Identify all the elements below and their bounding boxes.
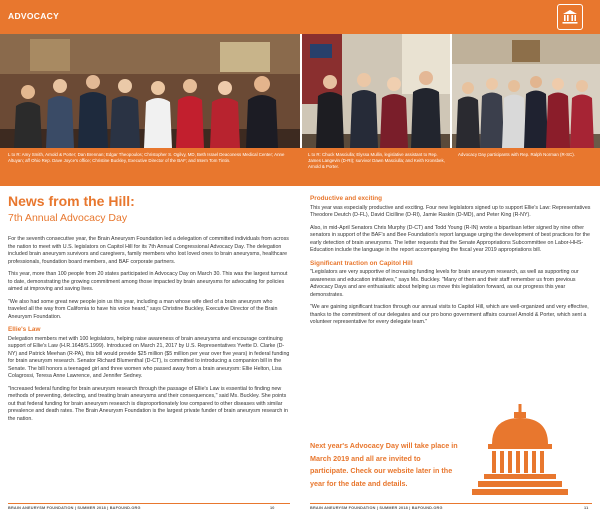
header-bar (0, 0, 600, 34)
paragraph: Delegation members met with 100 legislators, helping raise awareness of brain aneurysms and encourage continuing support of Ellie's Law (H.R.1648/S.1999). Introduced on March 21, 2017 by U.S. Representatives Yvette D. Clarke (D-NY) and Patrick Meehan (R-PA), this bill would provide $25 million ($5 million per year over five years) in federal funding for brain aneurysm research. Senator Richard Blumenthal (D-CT), is committed to introducing a companion bill in the Senate. The bill honors a teenaged girl and three women who passed away from a brain aneurysm: Ellie Helton, Lisa Colagrossi, Teresa Anne Lawrence, and Jennifer Sedney. (8, 335, 290, 379)
paragraph: "Legislators are very supportive of increasing funding levels for brain aneurysm research, as well as supporting our awareness and education initiatives," says Ms. Buckley. "Many of them and their staff remember us from previous Advocacy Days and are enthusiastic about helping us move this legislation forward, as our progress this year demonstrates. (310, 269, 579, 298)
paragraph: "We are gaining significant traction through our annual visits to Capitol Hill, which are well-organized and very effective, thanks to the commitment of our delegates and our pro bono government affairs counsel Arnold & Porter, which sent a volunteer representative for every delegate team." (310, 304, 589, 325)
paragraph: "Increased federal funding for brain aneurysm research through the passage of Ellie's Law is essential to finding new methods of preventing, detecting, and treating brain aneurysms and their consequences," said Ms. Buckley. She points out that federal funding for brain aneurysm research is disproportionately low compared to other diseases with similar prevalence and death rates. The Brain Aneurysm Foundation is the largest private funder of brain aneurysm research in the nation. (8, 385, 288, 422)
advocacy-day-callout: Next year's Advocacy Day will take place in March 2019 and all are invited to participate. Check our website later in the year for the date and details. (310, 441, 458, 488)
section-label: ADVOCACY (8, 11, 60, 21)
page-number-right: 11 (584, 506, 589, 510)
footer-right: BRAIN ANEURYSM FOUNDATION | SUMMER 2018 | BAFOUND.ORG (310, 506, 443, 510)
caption-left: L to R: Amy Smith, Arnold & Porter; Dan Brennan; Edgar Theopoulos; Christopher S. Ogilvy, MD, Beth Israel Deaconess Medical Center; Anne Altuyan; aff Ohio Rep. Dave Joyce's office; Christine Buckley, Executive Director of the BAF; and Intern Tom Tintin. (8, 152, 285, 164)
group-photo-right (452, 34, 600, 148)
article-headline: News from the Hill: (8, 193, 135, 209)
paragraph: For the seventh consecutive year, the Brain Aneurysm Foundation led a delegation of committed individuals from across the nation to meet with U.S. legislators on Capitol Hill for its 7th Annual Congressional Advocacy Day. The delegation included brain aneurysm survivors and caregivers, family members who lost loved ones to brain aneurysms, healthcare professionals, foundation board members, and BAF corporate partners. (8, 236, 289, 265)
right-column (310, 193, 592, 332)
paragraph: This year was especially productive and exciting. Four new legislators signed up to support Ellie's Law: Representatives Theodore Deutch (D-FL), David Cicilline (D-RI), Jamie Raskin (D-MD), and Peter King (R-NY). (310, 204, 591, 218)
footer-left: BRAIN ANEURYSM FOUNDATION | SUMMER 2018 | BAFOUND.ORG (8, 506, 141, 510)
section-title-traction: Significant traction on Capitol Hill (310, 259, 413, 267)
article-subheadline: 7th Annual Advocacy Day (8, 212, 128, 224)
paragraph: Also, in mid-April Senators Chris Murphy (D-CT) and Todd Young (R-IN) wrote a bipartisan letter signed by nine other senators in support of the BAF's and Bee Foundation's report language urging the development of best practices for the early detection of brain aneurysms. The letter requests that the Senate Appropriations Subcommittee on Labor-HHS-Education include the language in the report accompanying the fiscal year 2019 appropriations bill. (310, 224, 590, 253)
caption-right: Advocacy Day participants with Rep. Ralph Norman (R-SC). (458, 152, 575, 157)
footer-rule-right (310, 503, 592, 504)
group-photo-middle (302, 34, 450, 148)
photo-strip (0, 34, 600, 148)
section-title-ellies-law: Ellie's Law (8, 326, 41, 333)
footer-rule-left (8, 503, 290, 504)
group-photo-left (0, 34, 300, 148)
caption-middle: L to R: Chuck Masciulla; Elyssa Mullin, legislative assistant to Rep. James Langevin (D-RI); survivor Dawn Masciulla; and Keith Kronsbek, Arnold & Porter. (308, 152, 445, 170)
paragraph: This year, more than 100 people from 20 states participated in Advocacy Day on March 30. This was the largest turnout to date, demonstrating the growing commitment among those impacted by brain aneurysms for advocating for policies aimed at improving and saving lives. (8, 271, 288, 292)
paragraph: "We also had some great new people join us this year, including a man whose wife died of a brain aneurysm who traveled all the way from California to have his voice heard," says Christine Buckley, Executive Director of the Brain Aneurysm Foundation. (8, 298, 278, 320)
page-number-left: 10 (270, 506, 275, 510)
section-title-productive: Productive and exciting (310, 195, 383, 202)
capitol-dome-icon (470, 404, 570, 501)
capitol-building-icon (557, 4, 583, 30)
left-column (8, 236, 290, 428)
